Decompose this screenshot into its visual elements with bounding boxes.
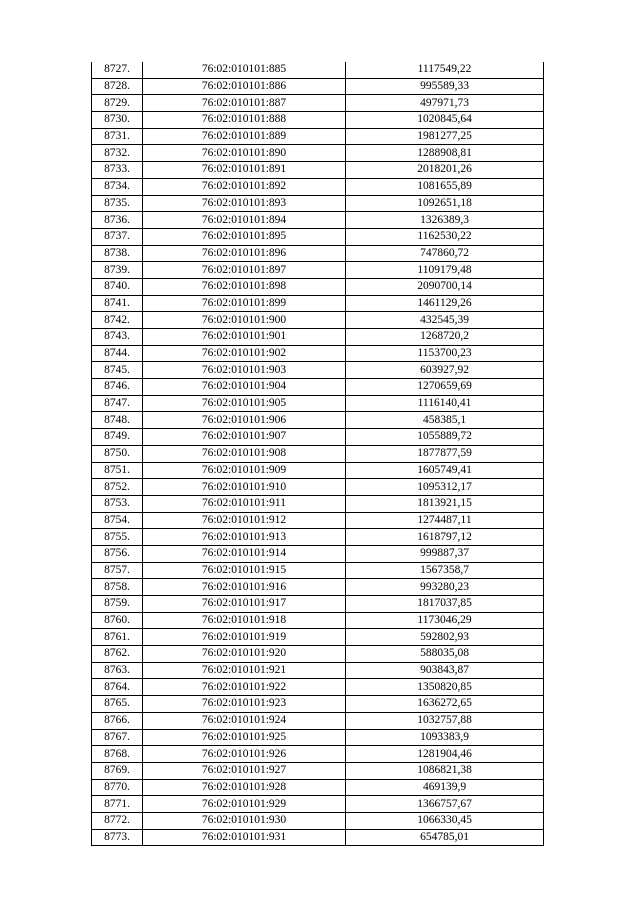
table-row <box>92 812 544 829</box>
cadastral-number-cell: 76:02:010101:893 <box>143 195 346 212</box>
cadastral-number-cell: 76:02:010101:910 <box>143 479 346 496</box>
cadastral-value-cell: 1162530,22 <box>346 228 544 245</box>
cadastral-value-cell: 1274487,11 <box>346 512 544 529</box>
table-row <box>92 696 544 713</box>
row-number-cell: 8727. <box>92 62 143 78</box>
cadastral-number-cell: 76:02:010101:902 <box>143 345 346 362</box>
cadastral-value-cell: 1981277,25 <box>346 128 544 145</box>
cadastral-number-cell: 76:02:010101:917 <box>143 596 346 613</box>
row-number-cell: 8762. <box>92 646 143 663</box>
table-row <box>92 112 544 129</box>
table-row <box>92 746 544 763</box>
table-row <box>92 662 544 679</box>
row-number-cell: 8742. <box>92 312 143 329</box>
cadastral-number-cell: 76:02:010101:923 <box>143 696 346 713</box>
table-row <box>92 579 544 596</box>
table-row <box>92 379 544 396</box>
cadastral-number-cell: 76:02:010101:920 <box>143 646 346 663</box>
table-row <box>92 495 544 512</box>
cadastral-value-cell: 1109179,48 <box>346 262 544 279</box>
table-row <box>92 329 544 346</box>
row-number-cell: 8739. <box>92 262 143 279</box>
cadastral-value-cell: 1032757,88 <box>346 712 544 729</box>
cadastral-number-cell: 76:02:010101:898 <box>143 278 346 295</box>
table-row <box>92 596 544 613</box>
row-number-cell: 8745. <box>92 362 143 379</box>
table-row <box>92 429 544 446</box>
table-row <box>92 712 544 729</box>
cadastral-value-cell: 1618797,12 <box>346 529 544 546</box>
cadastral-value-cell: 432545,39 <box>346 312 544 329</box>
cadastral-number-cell: 76:02:010101:912 <box>143 512 346 529</box>
row-number-cell: 8731. <box>92 128 143 145</box>
row-number-cell: 8768. <box>92 746 143 763</box>
cadastral-value-cell: 999887,37 <box>346 545 544 562</box>
table-row <box>92 245 544 262</box>
cadastral-value-cell: 603927,92 <box>346 362 544 379</box>
cadastral-number-cell: 76:02:010101:899 <box>143 295 346 312</box>
row-number-cell: 8748. <box>92 412 143 429</box>
table-row <box>92 545 544 562</box>
row-number-cell: 8751. <box>92 462 143 479</box>
row-number-cell: 8733. <box>92 162 143 179</box>
cadastral-number-cell: 76:02:010101:892 <box>143 178 346 195</box>
cadastral-number-cell: 76:02:010101:909 <box>143 462 346 479</box>
cadastral-number-cell: 76:02:010101:885 <box>143 62 346 78</box>
row-number-cell: 8763. <box>92 662 143 679</box>
table-row <box>92 278 544 295</box>
cadastral-value-cell: 1055889,72 <box>346 429 544 446</box>
cadastral-number-cell: 76:02:010101:894 <box>143 212 346 229</box>
table-row <box>92 312 544 329</box>
table-row <box>92 178 544 195</box>
table-row <box>92 195 544 212</box>
cadastral-value-cell: 1366757,67 <box>346 796 544 813</box>
table-row <box>92 762 544 779</box>
cadastral-value-cell: 1270659,69 <box>346 379 544 396</box>
row-number-cell: 8757. <box>92 562 143 579</box>
cadastral-number-cell: 76:02:010101:929 <box>143 796 346 813</box>
cadastral-value-cell: 1281904,46 <box>346 746 544 763</box>
cadastral-number-cell: 76:02:010101:907 <box>143 429 346 446</box>
row-number-cell: 8756. <box>92 545 143 562</box>
row-number-cell: 8749. <box>92 429 143 446</box>
cadastral-value-cell: 903843,87 <box>346 662 544 679</box>
row-number-cell: 8744. <box>92 345 143 362</box>
cadastral-value-cell: 1268720,2 <box>346 329 544 346</box>
table-row <box>92 162 544 179</box>
cadastral-number-cell: 76:02:010101:887 <box>143 95 346 112</box>
cadastral-value-cell: 1086821,38 <box>346 762 544 779</box>
row-number-cell: 8738. <box>92 245 143 262</box>
row-number-cell: 8770. <box>92 779 143 796</box>
cadastral-value-cell: 747860,72 <box>346 245 544 262</box>
table-row <box>92 512 544 529</box>
table-row <box>92 445 544 462</box>
table-row <box>92 729 544 746</box>
row-number-cell: 8734. <box>92 178 143 195</box>
cadastral-value-cell: 995589,33 <box>346 78 544 95</box>
table-row <box>92 829 544 846</box>
table-row <box>92 345 544 362</box>
cadastral-value-cell: 1116140,41 <box>346 395 544 412</box>
row-number-cell: 8736. <box>92 212 143 229</box>
cadastral-value-cell: 1066330,45 <box>346 812 544 829</box>
cadastral-number-cell: 76:02:010101:886 <box>143 78 346 95</box>
cadastral-number-cell: 76:02:010101:897 <box>143 262 346 279</box>
cadastral-number-cell: 76:02:010101:908 <box>143 445 346 462</box>
table-row <box>92 262 544 279</box>
table-row <box>92 295 544 312</box>
table-row <box>92 796 544 813</box>
table-row <box>92 212 544 229</box>
cadastral-value-cell: 588035,08 <box>346 646 544 663</box>
cadastral-number-cell: 76:02:010101:906 <box>143 412 346 429</box>
table-row <box>92 78 544 95</box>
cadastral-number-cell: 76:02:010101:916 <box>143 579 346 596</box>
cadastral-number-cell: 76:02:010101:922 <box>143 679 346 696</box>
cadastral-number-cell: 76:02:010101:905 <box>143 395 346 412</box>
cadastral-value-cell: 1288908,81 <box>346 145 544 162</box>
cadastral-number-cell: 76:02:010101:919 <box>143 629 346 646</box>
row-number-cell: 8765. <box>92 696 143 713</box>
cadastral-value-cell: 1092651,18 <box>346 195 544 212</box>
cadastral-value-cell: 1153700,23 <box>346 345 544 362</box>
cadastral-number-cell: 76:02:010101:926 <box>143 746 346 763</box>
row-number-cell: 8753. <box>92 495 143 512</box>
cadastral-number-cell: 76:02:010101:900 <box>143 312 346 329</box>
cadastral-value-cell: 1093383,9 <box>346 729 544 746</box>
cadastral-value-cell: 1326389,3 <box>346 212 544 229</box>
cadastral-number-cell: 76:02:010101:903 <box>143 362 346 379</box>
cadastral-value-cell: 469139,9 <box>346 779 544 796</box>
cadastral-value-cell: 993280,23 <box>346 579 544 596</box>
table-row <box>92 62 544 78</box>
table-body <box>92 62 544 846</box>
row-number-cell: 8752. <box>92 479 143 496</box>
table-row <box>92 612 544 629</box>
cadastral-number-cell: 76:02:010101:924 <box>143 712 346 729</box>
cadastral-value-cell: 1173046,29 <box>346 612 544 629</box>
row-number-cell: 8750. <box>92 445 143 462</box>
table-row <box>92 412 544 429</box>
cadastral-number-cell: 76:02:010101:921 <box>143 662 346 679</box>
cadastral-value-cell: 1877877,59 <box>346 445 544 462</box>
cadastral-value-table <box>91 62 544 846</box>
cadastral-value-cell: 497971,73 <box>346 95 544 112</box>
table-row <box>92 479 544 496</box>
row-number-cell: 8766. <box>92 712 143 729</box>
cadastral-number-cell: 76:02:010101:931 <box>143 829 346 846</box>
cadastral-value-cell: 592802,93 <box>346 629 544 646</box>
cadastral-number-cell: 76:02:010101:914 <box>143 545 346 562</box>
cadastral-number-cell: 76:02:010101:913 <box>143 529 346 546</box>
cadastral-number-cell: 76:02:010101:901 <box>143 329 346 346</box>
cadastral-value-cell: 1095312,17 <box>346 479 544 496</box>
row-number-cell: 8730. <box>92 112 143 129</box>
cadastral-number-cell: 76:02:010101:888 <box>143 112 346 129</box>
cadastral-value-cell: 1020845,64 <box>346 112 544 129</box>
table-row <box>92 462 544 479</box>
row-number-cell: 8741. <box>92 295 143 312</box>
row-number-cell: 8729. <box>92 95 143 112</box>
row-number-cell: 8772. <box>92 812 143 829</box>
row-number-cell: 8743. <box>92 329 143 346</box>
cadastral-value-cell: 1813921,15 <box>346 495 544 512</box>
cadastral-number-cell: 76:02:010101:895 <box>143 228 346 245</box>
table-row <box>92 779 544 796</box>
row-number-cell: 8746. <box>92 379 143 396</box>
row-number-cell: 8769. <box>92 762 143 779</box>
row-number-cell: 8771. <box>92 796 143 813</box>
row-number-cell: 8767. <box>92 729 143 746</box>
table-row <box>92 362 544 379</box>
row-number-cell: 8728. <box>92 78 143 95</box>
cadastral-number-cell: 76:02:010101:927 <box>143 762 346 779</box>
cadastral-value-cell: 1461129,26 <box>346 295 544 312</box>
table-row <box>92 145 544 162</box>
table-row <box>92 562 544 579</box>
cadastral-value-cell: 1817037,85 <box>346 596 544 613</box>
row-number-cell: 8760. <box>92 612 143 629</box>
cadastral-number-cell: 76:02:010101:911 <box>143 495 346 512</box>
row-number-cell: 8759. <box>92 596 143 613</box>
cadastral-number-cell: 76:02:010101:925 <box>143 729 346 746</box>
cadastral-number-cell: 76:02:010101:930 <box>143 812 346 829</box>
row-number-cell: 8755. <box>92 529 143 546</box>
table-row <box>92 629 544 646</box>
table-row <box>92 646 544 663</box>
cadastral-value-cell: 654785,01 <box>346 829 544 846</box>
cadastral-number-cell: 76:02:010101:890 <box>143 145 346 162</box>
cadastral-value-cell: 2090700,14 <box>346 278 544 295</box>
row-number-cell: 8735. <box>92 195 143 212</box>
row-number-cell: 8764. <box>92 679 143 696</box>
cadastral-value-cell: 1350820,85 <box>346 679 544 696</box>
row-number-cell: 8732. <box>92 145 143 162</box>
table-row <box>92 679 544 696</box>
row-number-cell: 8761. <box>92 629 143 646</box>
cadastral-value-cell: 2018201,26 <box>346 162 544 179</box>
table-row <box>92 228 544 245</box>
row-number-cell: 8747. <box>92 395 143 412</box>
cadastral-number-cell: 76:02:010101:889 <box>143 128 346 145</box>
table-row <box>92 395 544 412</box>
cadastral-number-cell: 76:02:010101:918 <box>143 612 346 629</box>
row-number-cell: 8773. <box>92 829 143 846</box>
cadastral-value-cell: 1636272,65 <box>346 696 544 713</box>
cadastral-value-cell: 458385,1 <box>346 412 544 429</box>
cadastral-number-cell: 76:02:010101:904 <box>143 379 346 396</box>
cadastral-number-cell: 76:02:010101:896 <box>143 245 346 262</box>
row-number-cell: 8758. <box>92 579 143 596</box>
cadastral-number-cell: 76:02:010101:928 <box>143 779 346 796</box>
cadastral-value-cell: 1081655,89 <box>346 178 544 195</box>
cadastral-value-cell: 1567358,7 <box>346 562 544 579</box>
row-number-cell: 8737. <box>92 228 143 245</box>
table-row <box>92 95 544 112</box>
table-row <box>92 128 544 145</box>
row-number-cell: 8754. <box>92 512 143 529</box>
cadastral-value-cell: 1605749,41 <box>346 462 544 479</box>
table-row <box>92 529 544 546</box>
row-number-cell: 8740. <box>92 278 143 295</box>
cadastral-number-cell: 76:02:010101:891 <box>143 162 346 179</box>
cadastral-number-cell: 76:02:010101:915 <box>143 562 346 579</box>
cadastral-value-cell: 1117549,22 <box>346 62 544 78</box>
